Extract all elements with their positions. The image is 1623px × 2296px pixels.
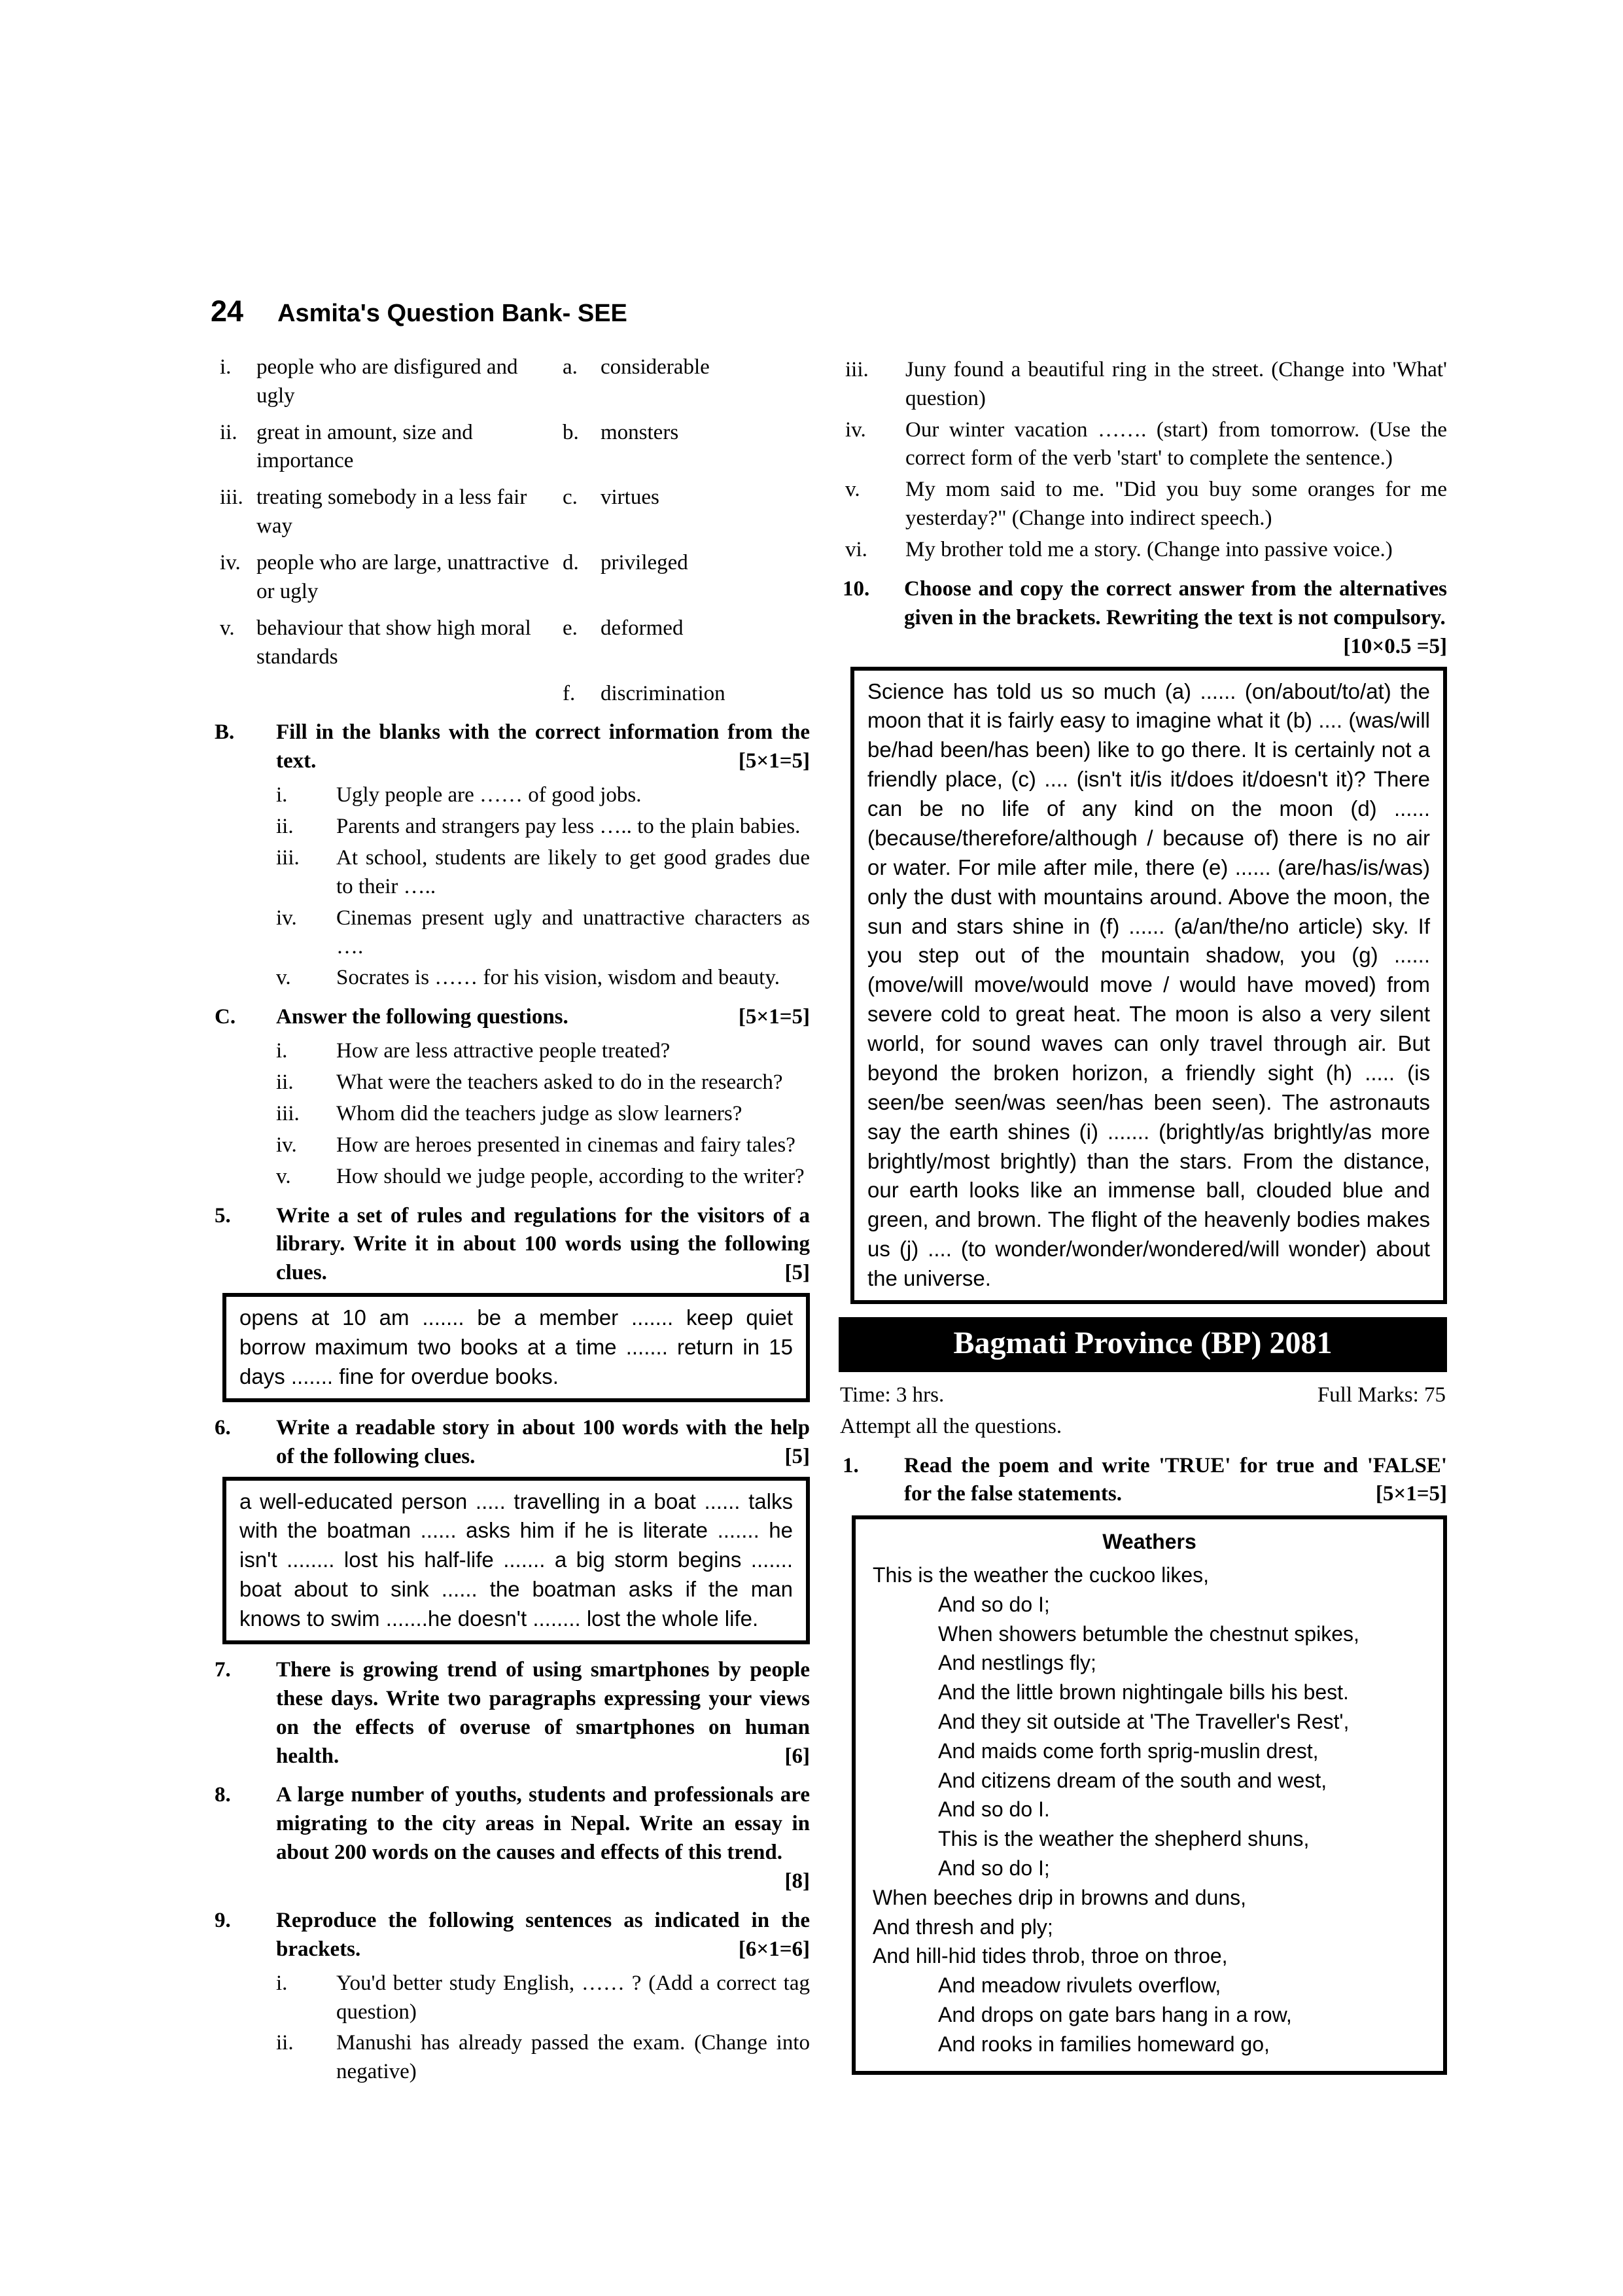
marks-badge: [5×1=5] <box>1375 1482 1447 1506</box>
marks-badge: [5×1=5] <box>738 1005 810 1029</box>
list-item-numeral: ii. <box>276 815 294 839</box>
poem-line: And so do I; <box>938 1592 1050 1616</box>
page-title: Asmita's Question Bank- SEE <box>277 300 627 327</box>
list-item-text: How are heroes presented in cinemas and fairy tales? <box>336 1133 795 1157</box>
question-title <box>276 1202 810 1288</box>
match-option-text: monsters <box>601 420 679 444</box>
question-title-text: Answer the following questions. <box>276 1005 568 1029</box>
clue-box-text: Science has told us so much (a) ...... (on/about/to/at) the moon that it is fairly easy to imagine what it (b) .... (was/will be/had been/has been) like to go there. It is certainly not a friendly place, (c) .... (isn't it/is it/does it/doesn't it)? There can be no life of any kind on the moon (d) ...... (because/therefore/although / because of) there is no air or water. For mile after mile, there (e) ...... (are/has/is/was) only the dust with mountains around. Above the moon, the sun and stars shine in (f) ...... (a/an/the/no article) sky. If you step out of the mountain shadow, you (g) ...... (move/will move/would move / would have moved) from severe cold to great heat. The moon is also a very silent world, for sound waves can only travel through air. But beyond the broken horizon, a friendly sight (h) ..... (is seen/be seen/was seen/has been seen). The astronauts say the earth shines (i) ....... (brightly/as brightly/as more brightly/most brightly) than the stars. From the distance, our earth looks like an immense ball, clouded blue and green, and brown. The flight of the heavenly bodies makes us (j) .... (to wonder/wonder/wondered/will wonder) about the universe. <box>867 679 1430 1291</box>
list-item-text: Manushi has already passed the exam. (Change into negative) <box>336 2031 810 2084</box>
question-heading <box>211 1202 810 1288</box>
list-item-text: How are less attractive people treated? <box>336 1039 671 1063</box>
match-item-numeral <box>220 680 256 709</box>
list-item-text: You'd better study English, …… ? (Add a correct tag question) <box>336 1971 810 2024</box>
matching-exercise <box>211 353 810 709</box>
question-label: 6. <box>215 1415 231 1439</box>
question-title-text: There is growing trend of using smartphones by people these days. Write two paragraphs expressing your views on the effects of overuse of smartphones on human health. <box>276 1657 810 1768</box>
match-option-letter: b. <box>563 420 579 444</box>
match-option-text: considerable <box>601 355 710 379</box>
question-title <box>904 575 1447 662</box>
question-heading <box>211 718 810 776</box>
list-item <box>276 1163 810 1192</box>
list-item <box>276 1069 810 1097</box>
question-title-text: Choose and copy the correct answer from the alternatives given in the brackets. Rewriting the text is not compulsory. <box>904 576 1447 629</box>
list-item-numeral: i. <box>276 1039 288 1063</box>
list-item-numeral: iii. <box>276 1101 300 1125</box>
question-title-text: Fill in the blanks with the correct information from the text. <box>276 720 810 773</box>
list-item-numeral: v. <box>276 1164 291 1188</box>
poem-line: When beeches drip in browns and duns, <box>873 1885 1247 1909</box>
question-label: 7. <box>215 1657 231 1682</box>
match-item-description: people who are large, unattractive or ugly <box>256 551 550 603</box>
list-item-numeral: ii. <box>276 1070 294 1095</box>
time-label: Time: 3 hrs. <box>840 1383 945 1407</box>
question-title-text: A large number of youths, students and professionals are migrating to the city areas in Nepal. Write an essay in about 200 words on the causes and effects of this trend. <box>276 1783 810 1865</box>
match-item-description <box>256 680 559 709</box>
match-row <box>211 484 810 541</box>
list-item <box>276 2029 810 2087</box>
left-column <box>211 353 810 2091</box>
marks-badge: [5] <box>784 1261 810 1285</box>
poem-title: Weathers <box>1102 1530 1196 1554</box>
list-item-text: My mom said to me. "Did you buy some oranges for me yesterday?" (Change into indirect speech.) <box>905 478 1447 531</box>
question-title-text: Reproduce the following sentences as indicated in the brackets. <box>276 1908 810 1961</box>
list-item <box>276 1131 810 1160</box>
list-item-text: Our winter vacation ……. (start) from tomorrow. (Use the correct form of the verb 'start' to complete the sentence.) <box>905 417 1447 470</box>
page-content <box>211 292 1451 2091</box>
province-banner: Bagmati Province (BP) 2081 <box>839 1317 1447 1372</box>
match-option-text: deformed <box>601 616 684 640</box>
match-row <box>211 353 810 411</box>
list-item <box>276 904 810 962</box>
question-heading <box>839 575 1447 662</box>
clue-box <box>222 1293 810 1402</box>
question-heading <box>211 1003 810 1032</box>
match-option-letter: f. <box>563 681 576 705</box>
list-item-text: Whom did the teachers judge as slow learners? <box>336 1101 742 1125</box>
list-item-numeral: iii. <box>276 845 300 870</box>
marks-badge: [6] <box>784 1744 810 1768</box>
match-item-numeral: i. <box>220 355 232 379</box>
question-title <box>276 1781 810 1896</box>
list-item-text: How should we judge people, according to the writer? <box>336 1164 805 1188</box>
poem-line: And maids come forth sprig-muslin drest, <box>938 1739 1319 1763</box>
list-item-text: Cinemas present ugly and unattractive characters as …. <box>336 906 810 959</box>
instruction-text: Attempt all the questions. <box>840 1414 1062 1438</box>
match-option-text: discrimination <box>601 681 725 705</box>
question-label: 9. <box>215 1908 231 1932</box>
poem-line: And nestlings fly; <box>938 1651 1096 1675</box>
list-item <box>276 781 810 810</box>
question-title <box>904 1452 1447 1510</box>
poem-line: And the little brown nightingale bills his best. <box>938 1680 1349 1704</box>
list-item-numeral: iii. <box>845 357 869 381</box>
question-label: 1. <box>843 1453 859 1477</box>
match-item-description: people who are disfigured and ugly <box>256 355 518 408</box>
match-option-letter: e. <box>563 616 578 640</box>
two-column-layout <box>211 353 1451 2091</box>
match-item-numeral: iii. <box>220 486 243 510</box>
list-item <box>845 356 1447 414</box>
marks-badge: [10×0.5 =5] <box>1343 634 1447 658</box>
match-option-letter: a. <box>563 355 578 379</box>
list-item-text: What were the teachers asked to do in the research? <box>336 1070 783 1095</box>
question-title <box>276 1003 810 1032</box>
clue-box <box>222 1477 810 1644</box>
poem-line: And so do I. <box>938 1797 1050 1822</box>
clue-box <box>850 667 1447 1304</box>
poem-line: And citizens dream of the south and west, <box>938 1768 1327 1792</box>
match-row <box>211 419 810 476</box>
question-label: 5. <box>215 1203 231 1227</box>
list-item-numeral: iv. <box>276 1133 297 1157</box>
list-item <box>845 536 1447 565</box>
match-item-numeral: v. <box>220 616 235 640</box>
list-item-text: My brother told me a story. (Change into passive voice.) <box>905 538 1393 562</box>
list-item <box>276 1969 810 2027</box>
poem-line: This is the weather the shepherd shuns, <box>938 1827 1310 1851</box>
list-item-numeral: iv. <box>845 417 866 442</box>
match-item-numeral: ii. <box>220 420 237 444</box>
poem-line: And rooks in families homeward go, <box>938 2032 1270 2056</box>
list-item <box>845 476 1447 533</box>
match-item-description: behaviour that show high moral standards <box>256 616 531 669</box>
question-title-text: Write a set of rules and regulations for the visitors of a library. Write it in about 100 words using the following clues. <box>276 1203 810 1285</box>
list-item-text: At school, students are likely to get good grades due to their ….. <box>336 845 810 898</box>
list-item-text: Parents and strangers pay less ….. to the plain babies. <box>336 815 801 839</box>
match-option-letter: c. <box>563 486 578 510</box>
sub-question-list <box>839 356 1447 565</box>
match-option-text: privileged <box>601 551 688 575</box>
question-heading <box>211 1907 810 1964</box>
match-item-numeral: iv. <box>220 551 241 575</box>
page-number: 24 <box>211 294 244 328</box>
list-item-text: Ugly people are …… of good jobs. <box>336 783 642 807</box>
clue-box-text: a well-educated person ..... travelling in a boat ...... talks with the boatman ...... asks him if he is literate ....... he isn't ........ lost his half-life ....... a big storm begins ....... boat about to sink ...... the boatman asks if the man knows to swim .......he doesn't ........ lost the whole life. <box>239 1489 793 1631</box>
poem-line: And so do I; <box>938 1856 1050 1881</box>
poem-box <box>852 1515 1447 2074</box>
poem-line: This is the weather the cuckoo likes, <box>873 1563 1210 1587</box>
question-heading <box>211 1781 810 1896</box>
question-heading <box>839 1452 1447 1510</box>
list-item-numeral: vi. <box>845 538 867 562</box>
match-option-text: virtues <box>601 486 659 510</box>
marks-badge: [6×1=6] <box>738 1937 810 1961</box>
question-heading <box>211 1656 810 1771</box>
question-label: C. <box>215 1005 236 1029</box>
right-column <box>839 353 1447 2075</box>
list-item <box>276 1037 810 1066</box>
poem-line: And meadow rivulets overflow, <box>938 1973 1221 1998</box>
list-item-numeral: v. <box>276 966 291 990</box>
list-item-numeral: v. <box>845 478 860 502</box>
marks-badge: [5×1=5] <box>738 749 810 773</box>
list-item <box>276 1100 810 1129</box>
list-item-numeral: iv. <box>276 906 297 930</box>
match-item-description: great in amount, size and importance <box>256 420 473 473</box>
match-row <box>211 549 810 607</box>
page-header <box>211 292 1451 331</box>
question-title <box>276 1414 810 1472</box>
match-row <box>211 614 810 672</box>
full-marks-label: Full Marks: 75 <box>1317 1383 1446 1407</box>
list-item-numeral: ii. <box>276 2031 294 2055</box>
list-item-text: Juny found a beautiful ring in the street. (Change into 'What' question) <box>905 357 1447 410</box>
poem-line: When showers betumble the chestnut spikes, <box>938 1621 1359 1646</box>
clue-box-text: opens at 10 am ....... be a member ....... keep quiet borrow maximum two books at a time ....... return in 15 days ....... fine for overdue books. <box>239 1305 793 1388</box>
list-item-text: Socrates is …… for his vision, wisdom and beauty. <box>336 966 780 990</box>
sub-question-list <box>211 781 810 993</box>
question-title-text: Write a readable story in about 100 words with the help of the following clues. <box>276 1415 810 1468</box>
question-title <box>276 1656 810 1771</box>
question-title <box>276 718 810 776</box>
match-row <box>211 680 810 709</box>
list-item <box>276 964 810 993</box>
list-item <box>845 416 1447 474</box>
question-label: B. <box>215 720 235 745</box>
time-marks-row <box>839 1381 1447 1410</box>
poem-line: And they sit outside at 'The Traveller's Rest', <box>938 1710 1350 1734</box>
poem-line: And drops on gate bars hang in a row, <box>938 2003 1292 2027</box>
question-label: 10. <box>843 576 870 601</box>
sub-question-list <box>211 1969 810 2087</box>
match-item-description: treating somebody in a less fair way <box>256 486 527 539</box>
list-item-numeral: i. <box>276 1971 288 1995</box>
list-item-numeral: i. <box>276 783 288 807</box>
question-title-text: Read the poem and write 'TRUE' for true and 'FALSE' for the false statements. <box>904 1453 1447 1506</box>
question-label: 8. <box>215 1783 231 1807</box>
question-heading <box>211 1414 810 1472</box>
poem-line: And thresh and ply; <box>873 1915 1053 1939</box>
marks-badge: [8] <box>784 1869 810 1894</box>
list-item <box>276 813 810 841</box>
poem-line: And hill-hid tides throb, throe on throe, <box>873 1944 1228 1968</box>
list-item <box>276 844 810 902</box>
match-option-letter: d. <box>563 551 579 575</box>
sub-question-list <box>211 1037 810 1191</box>
marks-badge: [5] <box>784 1444 810 1468</box>
question-title <box>276 1907 810 1964</box>
